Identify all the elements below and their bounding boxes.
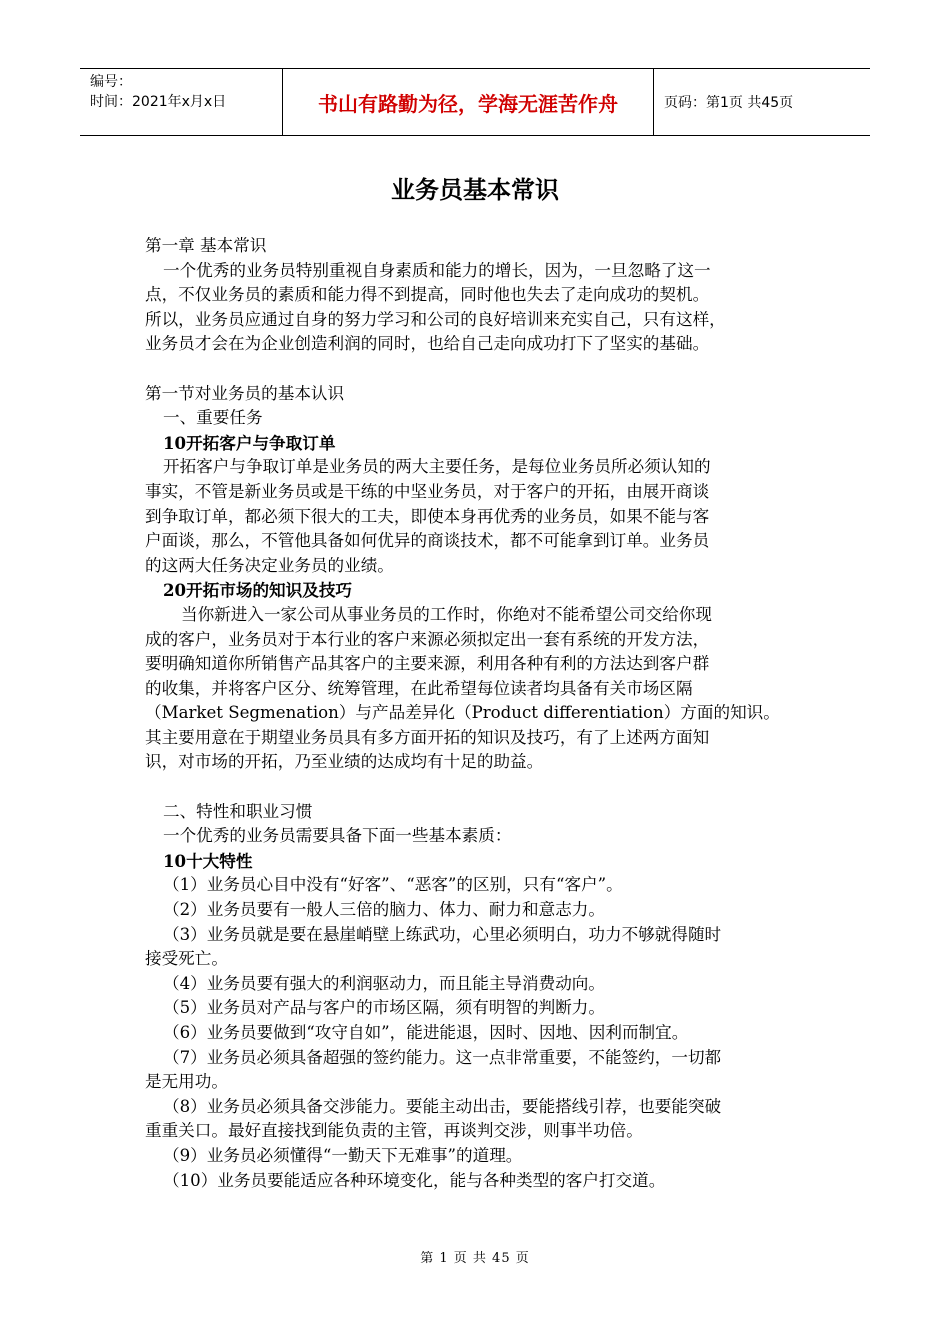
document-body bbox=[145, 234, 807, 1193]
trait-line: （4）业务员要有强大的利润驱动力，而且能主导消费动向。 bbox=[163, 973, 605, 993]
page-footer: 第 1 页 共 45 页 bbox=[420, 1251, 530, 1266]
paragraph-line: 一个优秀的业务员需要具备下面一些基本素质： bbox=[163, 826, 512, 846]
paragraph-line: 开拓客户与争取订单是业务员的两大主要任务，是每位业务员所必须认知的 bbox=[163, 457, 711, 477]
trait-line: （10）业务员要能适应各种环境变化，能与各种类型的客户打交道。 bbox=[163, 1170, 666, 1190]
intro-line: 点，不仅业务员的素质和能力得不到提高，同时他也失去了走向成功的契机。 bbox=[145, 285, 710, 305]
trait-line: （3）业务员就是要在悬崖峭壁上练武功，心里必须明白，功力不够就得随时 bbox=[163, 924, 722, 944]
trait-line: （5）业务员对产品与客户的市场区隔，须有明智的判断力。 bbox=[163, 998, 605, 1018]
subsection-heading: 二、特性和职业习惯 bbox=[163, 801, 313, 821]
paragraph-line: 成的客户，业务员对于本行业的客户来源必须拟定出一套有系统的开发方法， bbox=[145, 629, 710, 649]
paragraph-line: 识，对市场的开拓，乃至业绩的达成均有十足的助益。 bbox=[145, 752, 544, 772]
intro-line: 所以，业务员应通过自身的努力学习和公司的良好培训来充实自己，只有这样， bbox=[145, 309, 726, 329]
intro-line: 一个优秀的业务员特别重视自身素质和能力的增长，因为，一旦忽略了这一 bbox=[163, 260, 711, 280]
item-heading: 20开拓市场的知识及技巧 bbox=[163, 580, 353, 601]
paragraph-line: 要明确知道你所销售产品其客户的主要来源，利用各种有利的方法达到客户群 bbox=[145, 654, 710, 674]
subsection-heading: 一、重要任务 bbox=[163, 408, 263, 428]
paragraph-line: 事实，不管是新业务员或是干练的中坚业务员，对于客户的开拓，由展开商谈 bbox=[145, 481, 710, 501]
trait-line: （2）业务员要有一般人三倍的脑力、体力、耐力和意志力。 bbox=[163, 900, 605, 920]
trait-line: （1）业务员心目中没有“好客”、“恶客”的区别，只有“客户”。 bbox=[163, 875, 623, 895]
document-time-label: 时间：2021年x月x日 bbox=[90, 94, 227, 110]
item-heading: 10开拓客户与争取订单 bbox=[163, 432, 336, 453]
paragraph-line: （Market Segmenation）与产品差异化（Product differentiation）方面的知识。 bbox=[145, 703, 780, 723]
paragraph-line: 到争取订单，都必须下很大的工夫，即使本身再优秀的业务员，如果不能与客 bbox=[145, 506, 710, 526]
paragraph-line: 户面谈，那么，不管他具备如何优异的商谈技术，都不可能拿到订单。业务员 bbox=[145, 531, 710, 551]
trait-line: （6）业务员要做到“攻守自如”，能进能退，因时、因地、因利而制宜。 bbox=[163, 1023, 689, 1042]
trait-line: （8）业务员必须具备交涉能力。要能主动出击，要能搭线引荐，也要能突破 bbox=[163, 1096, 722, 1116]
trait-line: 是无用功。 bbox=[145, 1072, 228, 1092]
document-number-label: 编号： bbox=[90, 74, 132, 90]
header-motto: 书山有路勤为径，学海无涯苦作舟 bbox=[282, 69, 654, 135]
header-meta bbox=[80, 69, 282, 135]
paragraph-line: 的这两大任务决定业务员的业绩。 bbox=[145, 555, 394, 575]
trait-line: 重重关口。最好直接找到能负责的主管，再谈判交涉，则事半功倍。 bbox=[145, 1121, 643, 1141]
item-heading: 10十大特性 bbox=[163, 850, 253, 871]
page-header bbox=[80, 68, 870, 136]
chapter-heading: 第一章 基本常识 bbox=[145, 236, 267, 255]
document-title: 业务员基本常识 bbox=[391, 175, 559, 204]
paragraph-line: 当你新进入一家公司从事业务员的工作时，你绝对不能希望公司交给你现 bbox=[181, 604, 712, 624]
intro-line: 业务员才会在为企业创造利润的同时，也给自己走向成功打下了坚实的基础。 bbox=[145, 334, 710, 354]
trait-line: （9）业务员必须懂得“一勤天下无难事”的道理。 bbox=[163, 1145, 523, 1165]
section-heading: 第一节对业务员的基本认识 bbox=[145, 383, 345, 403]
trait-line: 接受死亡。 bbox=[145, 949, 228, 969]
trait-line: （7）业务员必须具备超强的签约能力。这一点非常重要，不能签约，一切都 bbox=[163, 1047, 722, 1067]
header-page-code: 页码：第1页 共45页 bbox=[664, 95, 794, 111]
paragraph-line: 的收集，并将客户区分、统筹管理，在此希望每位读者均具备有关市场区隔 bbox=[145, 678, 693, 698]
paragraph-line: 其主要用意在于期望业务员具有多方面开拓的知识及技巧，有了上述两方面知 bbox=[145, 727, 710, 747]
